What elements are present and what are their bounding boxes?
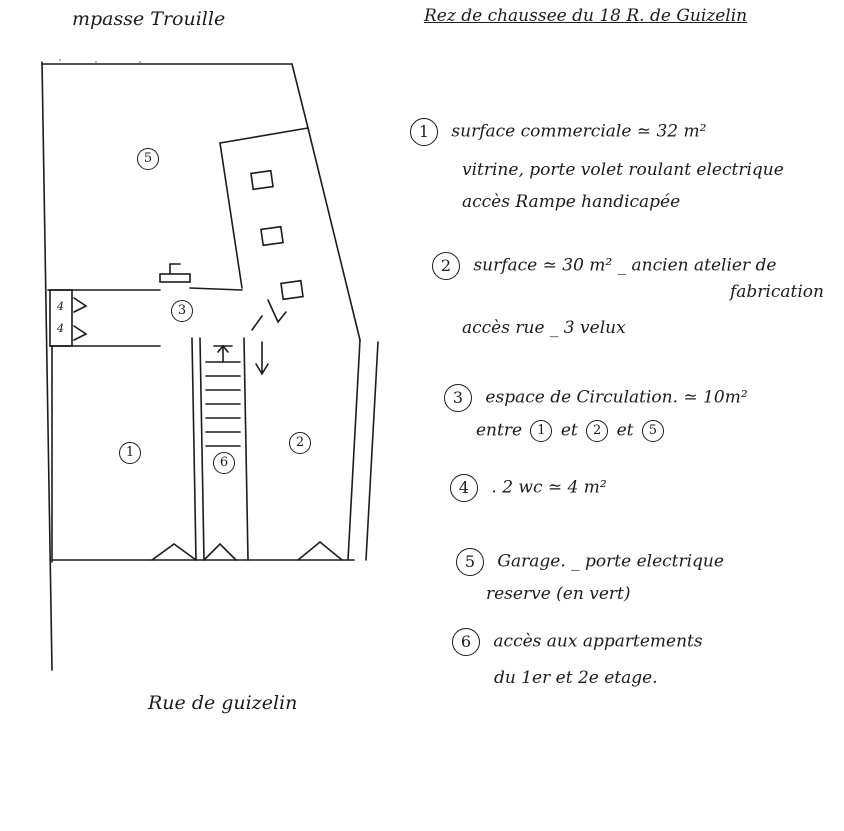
wc-label-b: 4	[57, 322, 64, 335]
legend-num-4: 4	[450, 474, 478, 502]
wall-stairs-left	[200, 338, 204, 560]
legend-num-1: 1	[410, 118, 438, 146]
wall-strip-top	[220, 128, 308, 143]
legend-3-ref-2: 2	[586, 420, 608, 442]
legend-5-line-1: Garage. _ porte electrique	[497, 551, 724, 572]
door-room2	[298, 542, 342, 560]
legend-3-joiner-2: et	[616, 420, 634, 441]
legend-item-4	[450, 474, 607, 502]
legend-1-line-1: surface commerciale ≃ 32 m²	[451, 121, 707, 142]
legend-num-6: 6	[452, 628, 480, 656]
legend-num-3: 3	[444, 384, 472, 412]
legend-2-line-3: accès rue _ 3 velux	[462, 318, 626, 338]
room-label-2: 2	[289, 432, 311, 454]
legend-4-line-1: . 2 wc ≃ 4 m²	[491, 477, 607, 498]
legend-1-line-3: accès Rampe handicapée	[462, 192, 681, 212]
velux-2	[261, 227, 283, 246]
legend-5-line-2: reserve (en vert)	[486, 584, 631, 604]
wall-top-right-slant	[292, 64, 308, 128]
page-title: Rez de chaussee du 18 R. de Guizelin	[424, 6, 748, 26]
door-stairs	[204, 544, 236, 560]
legend-3-ref-3: 5	[642, 420, 664, 442]
legend-item-5	[456, 548, 724, 576]
wall-strip-left	[220, 143, 242, 288]
wc-block	[50, 290, 72, 346]
street-top-label: mpasse Trouille	[72, 8, 226, 30]
velux-3	[281, 281, 303, 300]
wc-label-a: 4	[57, 300, 64, 313]
wall-strip-right	[308, 128, 360, 340]
room-label-6: 6	[213, 452, 235, 474]
legend-item-3-refs	[476, 420, 667, 442]
legend-2-line-2: fabrication	[730, 282, 824, 302]
room-label-1: 1	[119, 442, 141, 464]
corridor-top-2	[190, 288, 242, 290]
wall-left-outer	[42, 62, 52, 670]
wall-room1-right	[192, 338, 196, 560]
legend-item-2	[432, 252, 776, 280]
legend-1-line-2: vitrine, porte volet roulant electrique	[462, 160, 784, 180]
room-label-5: 5	[137, 148, 159, 170]
street-bottom-label: Rue de guizelin	[148, 692, 298, 714]
legend-3-ref-1: 1	[530, 420, 552, 442]
legend-item-6	[452, 628, 703, 656]
legend-6-line-2: du 1er et 2e etage.	[494, 668, 658, 688]
legend-2-line-1: surface ≃ 30 m² _ ancien atelier de	[473, 255, 777, 276]
legend-num-5: 5	[456, 548, 484, 576]
legend-num-2: 2	[432, 252, 460, 280]
wall-right-outer-2	[366, 342, 378, 560]
velux-1	[251, 171, 273, 190]
room-label-3: 3	[171, 300, 193, 322]
legend-3-line-1: espace de Circulation. ≃ 10m²	[485, 387, 748, 408]
legend-6-line-1: accès aux appartements	[493, 631, 703, 652]
wall-right-outer	[348, 340, 360, 560]
legend-3-joiner-1: et	[560, 420, 578, 441]
legend-item-1	[410, 118, 706, 146]
legend-3-line-2: entre	[476, 420, 523, 441]
door-room1	[152, 544, 196, 560]
wall-stairs-right	[244, 338, 248, 560]
legend-item-3	[444, 384, 748, 412]
